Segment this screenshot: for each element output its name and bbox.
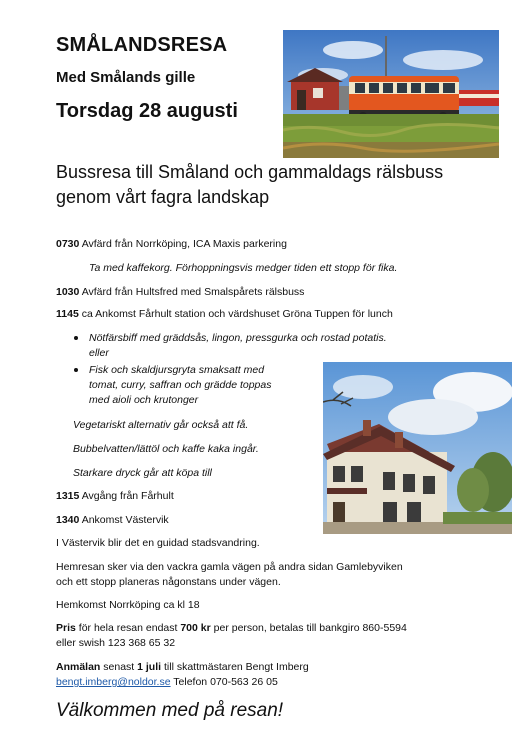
schedule-text: ca Ankomst Fårhult station och värdshuset Gröna Tuppen för lunch xyxy=(81,308,393,320)
page-title: SMÅLANDSRESA xyxy=(56,34,228,56)
schedule-item xyxy=(56,237,287,251)
info-return-trip xyxy=(56,560,403,590)
info-city-walk: I Västervik blir det en guidad stadsvandring. xyxy=(56,537,260,549)
schedule-time: 0730 xyxy=(56,238,80,250)
schedule-text: Ankomst Västervik xyxy=(81,514,169,526)
price-post: per person, betalas till bankgiro 860-5594 xyxy=(210,622,407,634)
info-return-line-1: Hemresan sker via den vackra gamla vägen på andra sidan Gamlebyviken xyxy=(56,561,403,573)
event-date: Torsdag 28 augusti xyxy=(56,100,238,122)
schedule-text: Avfärd från Hultsfred med Smalspårets rälsbuss xyxy=(81,286,305,298)
menu-item-text: Nötfärsbiff med gräddsås, lingon, pressgurka och rostad potatis. xyxy=(89,332,387,344)
menu-item-fish xyxy=(74,363,314,409)
price-amount: 700 kr xyxy=(180,622,211,634)
schedule-text: Avfärd från Norrköping, ICA Maxis parkering xyxy=(81,238,287,250)
price-swish: eller swish 123 368 65 32 xyxy=(56,637,176,649)
schedule-time: 1340 xyxy=(56,514,80,526)
info-return-line-2: och ett stopp planeras någonstans under vägen. xyxy=(56,576,281,588)
station-house-photo xyxy=(323,362,512,534)
signup-post: till skattmästaren Bengt Imberg xyxy=(161,661,309,673)
menu-item-text-3: med aioli och krutonger xyxy=(89,394,199,406)
schedule-note: Ta med kaffekorg. Förhoppningsvis medger tiden ett stopp för fika. xyxy=(89,262,398,274)
schedule-text: Avgång från Fårhult xyxy=(81,490,174,502)
schedule-item xyxy=(56,307,393,321)
price-info xyxy=(56,621,407,651)
schedule-item xyxy=(56,489,174,503)
signup-info xyxy=(56,660,309,690)
bullet-icon xyxy=(74,368,78,372)
signup-email-link[interactable]: bengt.imberg@noldor.se xyxy=(56,676,171,688)
intro-line-1: Bussresa till Småland och gammaldags rälsbuss xyxy=(56,162,444,182)
menu-note-vegetarian: Vegetariskt alternativ går också att få. xyxy=(73,419,249,431)
closing-message: Välkommen med på resan! xyxy=(56,700,284,721)
menu-item-meat xyxy=(74,331,474,361)
schedule-item xyxy=(56,513,169,527)
menu-note-drinks: Bubbelvatten/lättöl och kaffe kaka ingår. xyxy=(73,443,259,455)
schedule-time: 1315 xyxy=(56,490,80,502)
price-pre: för hela resan endast xyxy=(75,622,181,634)
schedule-time: 1145 xyxy=(56,308,79,320)
page-subtitle: Med Smålands gille xyxy=(56,69,196,86)
intro-line-2: genom vårt fagra landskap xyxy=(56,187,270,207)
menu-note-stronger: Starkare dryck går att köpa till xyxy=(73,467,212,479)
info-arrival-home: Hemkomst Norrköping ca kl 18 xyxy=(56,599,200,611)
bullet-icon xyxy=(74,336,78,340)
railbus-photo xyxy=(283,30,499,158)
signup-pre: senast xyxy=(100,661,138,673)
schedule-item xyxy=(56,285,304,299)
menu-item-text-1: Fisk och skaldjursgryta smaksatt med xyxy=(89,364,265,376)
menu-item-text-2: tomat, curry, saffran och grädde toppas xyxy=(89,379,272,391)
signup-phone: Telefon 070-563 26 05 xyxy=(170,676,278,688)
signup-date: 1 juli xyxy=(137,661,162,673)
schedule-time: 1030 xyxy=(56,286,80,298)
price-label: Pris xyxy=(56,622,76,634)
signup-label: Anmälan xyxy=(56,661,101,673)
intro-heading xyxy=(56,160,486,210)
menu-item-or: eller xyxy=(89,347,109,359)
